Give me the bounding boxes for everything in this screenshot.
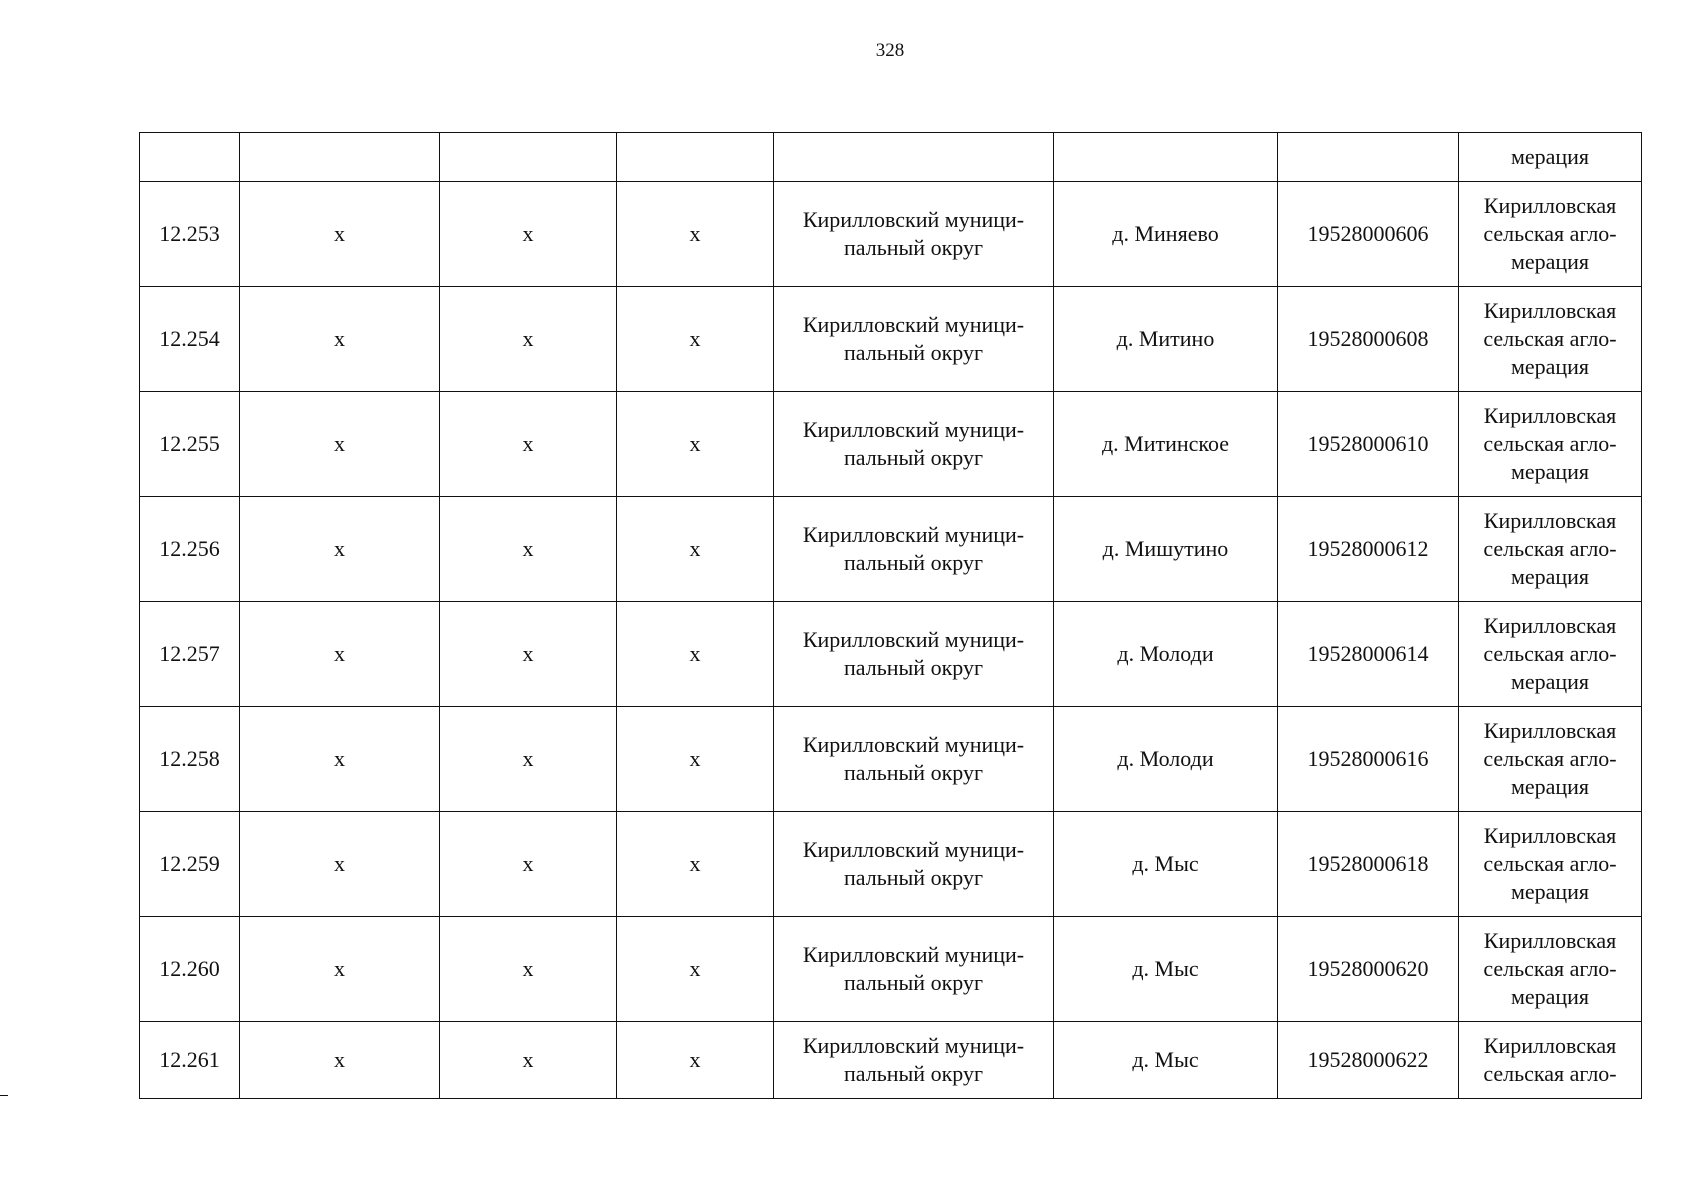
mark-cell: х: [440, 602, 617, 707]
agglomeration-cell-line: Кирилловская: [1483, 1033, 1617, 1058]
agglomeration-cell-line: сельская агло-: [1483, 641, 1617, 666]
agglomeration-cell: [1459, 917, 1642, 1022]
mark-cell: х: [240, 287, 440, 392]
row-number: 12.259: [140, 812, 240, 917]
agglomeration-cell-line: Кирилловская: [1483, 403, 1617, 428]
agglomeration-cell-line: Кирилловская: [1483, 298, 1617, 323]
mark-cell: х: [440, 392, 617, 497]
row-number: 12.260: [140, 917, 240, 1022]
row-number: 12.257: [140, 602, 240, 707]
settlement-cell: д. Митинское: [1054, 392, 1278, 497]
table-row: [140, 287, 1642, 392]
mark-cell: х: [240, 182, 440, 287]
mark-cell: х: [440, 917, 617, 1022]
code-cell: 19528000610: [1278, 392, 1459, 497]
mark-cell: х: [617, 182, 774, 287]
code-cell: 19528000622: [1278, 1022, 1459, 1099]
district-cell-line: Кирилловский муници-: [802, 417, 1025, 442]
settlement-cell: д. Молоди: [1054, 707, 1278, 812]
district-cell-line: Кирилловский муници-: [802, 837, 1025, 862]
table-cell: [1054, 133, 1278, 182]
table-cell: [1278, 133, 1459, 182]
settlement-cell: д. Миняево: [1054, 182, 1278, 287]
settlement-cell: д. Мыс: [1054, 812, 1278, 917]
agglomeration-cell-line: Кирилловская: [1483, 928, 1617, 953]
table-cell: [240, 133, 440, 182]
agglomeration-cell-line: сельская агло-: [1483, 536, 1617, 561]
district-cell-line: Кирилловский муници-: [802, 942, 1025, 967]
code-cell: 19528000606: [1278, 182, 1459, 287]
table-cell: [140, 133, 240, 182]
agglomeration-cell-line: мерация: [1510, 249, 1590, 274]
agglomeration-cell-line: сельская агло-: [1483, 851, 1617, 876]
agglomeration-cell: [1459, 602, 1642, 707]
agglomeration-cell-line: мерация: [1510, 669, 1590, 694]
mark-cell: х: [240, 1022, 440, 1099]
district-cell: [774, 707, 1054, 812]
district-cell: [774, 287, 1054, 392]
district-cell-line: Кирилловский муници-: [802, 627, 1025, 652]
row-number: 12.253: [140, 182, 240, 287]
table-row: [140, 1022, 1642, 1099]
district-cell-line: пальный округ: [844, 970, 983, 995]
mark-cell: х: [617, 707, 774, 812]
district-cell-line: пальный округ: [844, 760, 983, 785]
table-row: [140, 133, 1642, 182]
agglomeration-cell-line: сельская агло-: [1483, 326, 1617, 351]
table-row: [140, 497, 1642, 602]
agglomeration-cell-line: мерация: [1510, 564, 1590, 589]
mark-cell: х: [440, 1022, 617, 1099]
mark-cell: х: [240, 392, 440, 497]
agglomeration-cell-line: мерация: [1510, 354, 1590, 379]
agglomeration-cell-line: сельская агло-: [1483, 1061, 1617, 1086]
table-row: [140, 182, 1642, 287]
district-cell-line: Кирилловский муници-: [802, 207, 1025, 232]
agglomeration-cell-line: мерация: [1510, 879, 1590, 904]
mark-cell: х: [440, 812, 617, 917]
agglomeration-cell-line: Кирилловская: [1483, 193, 1617, 218]
agglomeration-cell-line: Кирилловская: [1483, 718, 1617, 743]
table-cell: [440, 133, 617, 182]
mark-cell: х: [440, 707, 617, 812]
settlement-cell: д. Мыс: [1054, 917, 1278, 1022]
district-cell-line: Кирилловский муници-: [802, 1033, 1025, 1058]
data-table: [139, 132, 1642, 1099]
agglomeration-cell-line: сельская агло-: [1483, 956, 1617, 981]
district-cell-line: Кирилловский муници-: [802, 312, 1025, 337]
district-cell-line: пальный округ: [844, 865, 983, 890]
table-cell: [617, 133, 774, 182]
mark-cell: х: [617, 1022, 774, 1099]
mark-cell: х: [240, 812, 440, 917]
mark-cell: х: [617, 392, 774, 497]
agglomeration-cell-line: мерация: [1510, 459, 1590, 484]
district-cell: [774, 812, 1054, 917]
district-cell: [774, 1022, 1054, 1099]
district-cell: [774, 917, 1054, 1022]
settlement-cell: д. Мишутино: [1054, 497, 1278, 602]
mark-cell: х: [240, 917, 440, 1022]
agglomeration-cell-line: Кирилловская: [1483, 508, 1617, 533]
settlement-cell: д. Мыс: [1054, 1022, 1278, 1099]
district-cell: [774, 182, 1054, 287]
mark-cell: х: [617, 917, 774, 1022]
district-cell: [774, 497, 1054, 602]
mark-cell: х: [240, 602, 440, 707]
code-cell: 19528000608: [1278, 287, 1459, 392]
table-row: [140, 392, 1642, 497]
agglomeration-cell: [1459, 287, 1642, 392]
row-number: 12.261: [140, 1022, 240, 1099]
agglomeration-cell-line: мерация: [1510, 984, 1590, 1009]
table-row: [140, 917, 1642, 1022]
mark-cell: х: [440, 497, 617, 602]
district-cell-line: Кирилловский муници-: [802, 732, 1025, 757]
agglomeration-cell: мерация: [1459, 133, 1642, 182]
table-cell: [774, 133, 1054, 182]
agglomeration-cell: [1459, 707, 1642, 812]
row-number: 12.256: [140, 497, 240, 602]
table-row: [140, 812, 1642, 917]
district-cell-line: пальный округ: [844, 1061, 983, 1086]
mark-cell: х: [240, 497, 440, 602]
code-cell: 19528000618: [1278, 812, 1459, 917]
mark-cell: х: [617, 602, 774, 707]
code-cell: 19528000612: [1278, 497, 1459, 602]
agglomeration-cell: [1459, 497, 1642, 602]
row-number: 12.258: [140, 707, 240, 812]
district-cell: [774, 392, 1054, 497]
mark-cell: х: [440, 182, 617, 287]
table-row: [140, 707, 1642, 812]
page-number: 328: [875, 40, 905, 61]
agglomeration-cell-line: мерация: [1510, 774, 1590, 799]
agglomeration-cell-line: сельская агло-: [1483, 431, 1617, 456]
agglomeration-cell-line: Кирилловская: [1483, 613, 1617, 638]
agglomeration-cell-line: сельская агло-: [1483, 746, 1617, 771]
settlement-cell: д. Митино: [1054, 287, 1278, 392]
agglomeration-cell: [1459, 182, 1642, 287]
district-cell-line: пальный округ: [844, 445, 983, 470]
agglomeration-cell-line: Кирилловская: [1483, 823, 1617, 848]
mark-cell: х: [240, 707, 440, 812]
settlement-cell: д. Молоди: [1054, 602, 1278, 707]
mark-cell: х: [617, 287, 774, 392]
mark-cell: х: [617, 812, 774, 917]
district-cell-line: пальный округ: [844, 340, 983, 365]
agglomeration-cell: [1459, 1022, 1642, 1099]
district-cell: [774, 602, 1054, 707]
table-body: [140, 133, 1642, 1099]
agglomeration-cell-line: сельская агло-: [1483, 221, 1617, 246]
mark-cell: х: [440, 287, 617, 392]
margin-tick: [0, 1095, 8, 1096]
mark-cell: х: [617, 497, 774, 602]
code-cell: 19528000614: [1278, 602, 1459, 707]
district-cell-line: пальный округ: [844, 550, 983, 575]
district-cell-line: пальный округ: [844, 235, 983, 260]
district-cell-line: Кирилловский муници-: [802, 522, 1025, 547]
row-number: 12.254: [140, 287, 240, 392]
code-cell: 19528000616: [1278, 707, 1459, 812]
code-cell: 19528000620: [1278, 917, 1459, 1022]
row-number: 12.255: [140, 392, 240, 497]
agglomeration-cell: [1459, 812, 1642, 917]
district-cell-line: пальный округ: [844, 655, 983, 680]
table-row: [140, 602, 1642, 707]
agglomeration-cell: [1459, 392, 1642, 497]
